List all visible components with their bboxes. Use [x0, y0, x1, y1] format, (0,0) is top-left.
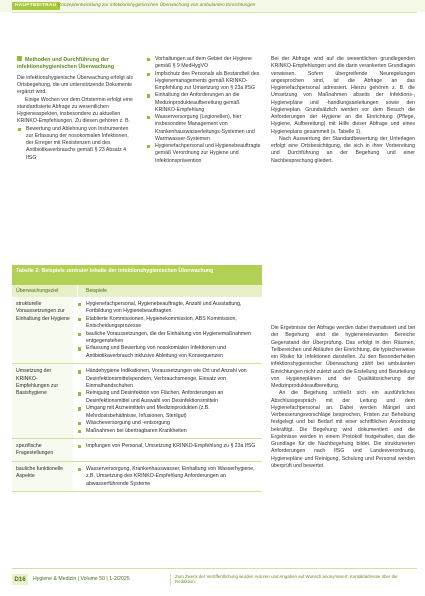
- section-heading: [17, 56, 137, 72]
- bullet-list: [17, 126, 137, 162]
- row-target: strukturelle Voraussetzungen zur Einhaltung der Hygiene: [12, 297, 73, 363]
- table-header-row: [12, 285, 262, 297]
- footer-divider: [12, 568, 417, 569]
- list-item: Umgang mit Arzneimitteln und Medizinprodukten (z.B. Mehrdosisbehältnisse, Infusionen, Sterilgut): [77, 405, 258, 420]
- list-item: Wasserversorgung (Legionellen), hier insbesondere Management von Krankenhauswasserleitungs-Systemen und Warmwasser-Systemen: [146, 114, 261, 143]
- row-examples: [73, 364, 262, 438]
- content-table: [12, 265, 262, 492]
- list-item: Händehygiene Indikationen, Voraussetzungen wie Ort und Anzahl von Desinfektionsmittelspendern, Verbrauchsmenge, Einsatz von Einmalhandschuhen: [77, 368, 258, 390]
- paragraph: Die Ergebnisse der Abfrage werden dabei thematisiert und bei der Begehung sind die hygienerelevanten Bereiche Gegenstand der Überprüfung. Das erfolgt in den Räumen, Teilbereichen und Abläufen der Einrichtung, die typischerweise ein Risiko für Infektionen darstellen. Zu den Besonderheiten infektionshygienischer Überwachung zählt bei ambulanten Einrichtungen nicht zuletzt auch die Erstellung und Beurteilung von Hygieneplänen und der Qualitätssicherung der Medizinprodukteaufbereitung.: [271, 325, 415, 389]
- list-item: Bewertung und Ablehnung von Instrumenten zur Erfassung der nosokomialen Infektionen, der Erreger mit Resistenzen und des Antibiotikaverbrauchs gemäß § 23 Absatz 4 IfSG: [17, 126, 137, 162]
- paragraph: Nach Auswertung der Standardbewertung der Unterlagen erfolgt eine Ortsbesichtigung, die sich in ihrer Vorbereitung und Durchführung an der Begehung und einer Nachbesprechung gliedert.: [271, 135, 415, 164]
- bullet-list: [77, 301, 258, 360]
- bullet-list: [77, 466, 258, 488]
- list-item: Hygienefachpersonal, Hygienebeauftragte, Anzahl und Ausstattung, Fortbildung von Hygienebeauftragten: [77, 301, 258, 316]
- row-target: bauliche funktionelle Aspekte: [12, 462, 73, 491]
- square-bullet-icon: [17, 56, 22, 61]
- table-caption: Tabelle 2: Beispiele zentraler Inhalte der infektionshygienischen Überwachung: [12, 265, 262, 285]
- paragraph: Die infektionshygienische Überwachung erfolgt als Ortsbegehung, die um unterstützende Dokumente ergänzt wird.: [17, 74, 133, 96]
- header-divider: [12, 12, 417, 13]
- journal-citation: Hygiene & Medizin | Volume 50 | 1-2/2025: [33, 576, 130, 582]
- list-item: Impfungen von Personal, Umsetzung KRINKO-Empfehlung zu § 23a IfSG: [77, 443, 258, 450]
- list-item: Wäscheversorgung und -entsorgung: [77, 420, 258, 427]
- paragraph: Einige Wochen vor dem Ortstermin erfolgt eine standardisierte Abfrage zu wesentlichen Hygieneaspekten, insbesondere zu aktuellen KRINKO-Empfehlungen. Zu diesen gehören z. B.: [17, 96, 133, 125]
- row-examples: [73, 297, 262, 363]
- row-target: spezifische Fragestellungen: [12, 439, 73, 461]
- bullet-list: [77, 368, 258, 435]
- bullet-list: [77, 443, 258, 450]
- list-item: Impfschutz des Personals als Bestandteil des Hygienemanagements gemäß KRINKO-Empfehlung zur Umsetzung von § 23a IfSG: [146, 71, 261, 93]
- table-row: [12, 297, 262, 364]
- table-row: [12, 364, 262, 439]
- table-row: [12, 462, 262, 492]
- paragraph: Bei der Abfrage wird auf die wesentlichen grundlegenden KRINKO-Empfehlungen und die darin verankerten Grundlagen verwiesen. Sofern übergreifende Neuregelungen angesprochen sind, ist die Abfrage an das Hygienefachpersonal adressiert. Hierzu gehören z. B. die Umsetzung von Maßnahmen abseits der Infektions-, Hygienepläne und -handlungsanleitungen sowie den Hygieneplan. Grundsätzlich werden vor dem Besuch die Anforderungen der Hygiene an die Einrichtung (Pflege, Hygiene, Aufbereitung) mit Hilfe dieser Abfrage und eines Hygieneplans gesammelt (s. Tabelle 1).: [271, 56, 415, 135]
- list-item: Reinigung und Desinfektion von Flächen, Anforderungen an Desinfektionsmittel und Auswahl von Desinfektionsmitteln: [77, 390, 258, 405]
- list-item: Wasserversorgung, Krankenhauswasser, Einhaltung von Wasserhygiene, z.B. Umsetzung des KRINKO-Empfehlung Anforderungen an abwasserführende Systeme: [77, 466, 258, 488]
- list-item: Etablierte Kommissionen, Hygienekommission, ABS Kommission, Entscheidungsprozesse: [77, 316, 258, 331]
- bullet-list: [146, 56, 261, 165]
- text-column-middle: [146, 56, 261, 165]
- row-examples: [73, 439, 262, 461]
- row-target: Umsetzung der KRINKO-Empfehlungen zur Basishygiene: [12, 364, 73, 438]
- section-heading-text: Methoden und Durchführung der infektionshygienischen Überwachung: [17, 57, 115, 71]
- page-number: D16: [12, 574, 28, 585]
- list-item: Vorhaltungen auf dem Gebiet der Hygiene gemäß § 9 MedHygVO: [146, 56, 261, 71]
- row-examples: [73, 462, 262, 491]
- running-title: Konzeptentwicklung zur infektionshygienischen Überwachung von ambulanten Einrichtungen: [58, 3, 256, 8]
- list-item: Hygienefachpersonal und Hygienebeauftragte gemäß Verordnung zur Hygiene und Infektionsprävention: [146, 143, 261, 165]
- list-item: bauliche Voraussetzungen, die der Einhaltung von Hygienemaßnahmen entgegenstehen: [77, 331, 258, 346]
- table-row: [12, 439, 262, 462]
- list-item: Erfassung und Bewertung von nosokomialen Infektionen und Antibiotikaverbrauch inklusive Ableitung von Konsequenzen: [77, 345, 258, 360]
- text-column-right: [271, 56, 415, 165]
- footer-note: Zum Zweck der Veröffentlichung wurden Autoren und Angaben auf Wunsch anonymisiert; Kontaktadresse über die Redaktion.: [175, 574, 398, 585]
- column-header-target: Überwachungsziel: [12, 285, 78, 297]
- text-column-left: [17, 56, 137, 162]
- column-header-examples: Beispiele: [86, 288, 108, 294]
- paragraph: An die Begehung schließt sich ein ausführliches Abschlussgespräch mit der Leitung und dem Hygienefachpersonal an. Dabei werden Mängel und Verbesserungsvorschläge besprochen, Fristen zur Behebung festgelegt und bei Bedarf mit einer schriftlichen Anordnung bekräftigt. Die Begehung wird dokumentiert und die Ergebnisse werden in einem Protokoll festgehalten, das die Grundlage für die Nachbegehung bildet. Die strukturierten Anforderungen nach IfSG und Landesverordnung, Hygienepläne und Reinigung, Schulung und Personal werden überprüft und bewertet.: [271, 390, 415, 469]
- list-item: Einhaltung der Anforderungen an die Medizinprodukteaufbereitung gemäß KRINKO-Empfehlung: [146, 92, 261, 114]
- footer-separator: [170, 574, 171, 586]
- list-item: Maßnahmen bei übertragbaren Krankheiten: [77, 428, 258, 435]
- text-column-right-continued: [271, 325, 415, 470]
- section-tag: HAUPTBEITRAG: [12, 2, 60, 10]
